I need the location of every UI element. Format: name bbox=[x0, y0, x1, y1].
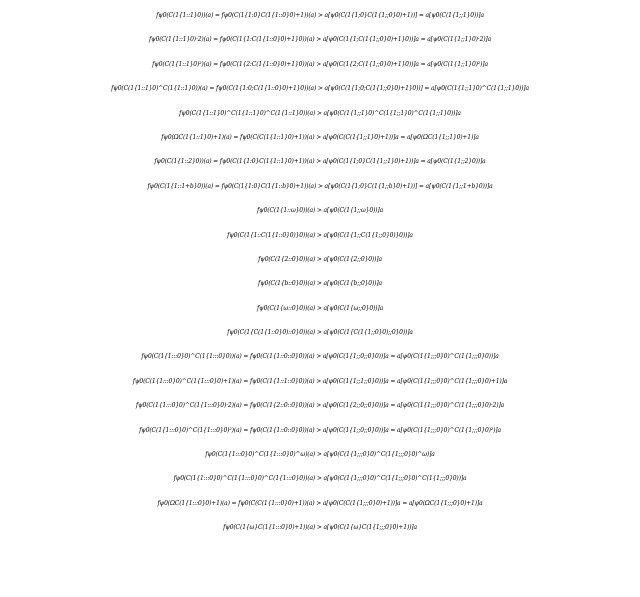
equation-line: fψ0(ΩC(1{1::1}0)+1)(a) = fψ0(C(C(1{1::1}0)+1))(a) > a[ψ0(C(C(1{1;;1}0)+1))]a = a[ψ0(ΩC(1{1;;1}0)+1)]a bbox=[161, 133, 479, 141]
equation-line: fψ0(C(1{b::0}0))(a) > a[ψ0(C(1{b;;0}0))]a bbox=[258, 280, 382, 288]
equation-line: fψ0(C(1{ω}C(1{1:::0}0)+1))(a) > a[ψ0(C(1{ω}C(1{1;;;0}0)+1))]a bbox=[223, 524, 417, 532]
equation-line: fψ0(C(1{1:::0}0)^C(1{1:::0}0)·2)(a) = fψ0(C(1{2::0::0}0))(a) > a[ψ0(C(1{2;;0;;0}0))]a = a[ψ0(C(1{1;;;0}0)^C(1{1;;;0}0)·2)]a bbox=[135, 402, 505, 410]
equation-line: fψ0(C(1{1::1}0))(a) = fψ0(C(1{1:0}C(1{1::0}0)+1))(a) > a[ψ0(C(1{1;0}C(1{1;;0}0)+1))] = a[ψ0(C(1{1;;1}0))]a bbox=[156, 12, 484, 19]
equation-line: fψ0(C(1{1::C(1{1::0}0)}0))(a) > a[ψ0(C(1{1;;C(1{1;;0}0)}0))]a bbox=[227, 231, 413, 239]
equation-line: fψ0(C(1{1:::0}0)^C(1{1:::0}0)^ω)(a) > a[ψ0(C(1{1;;;0}0)^C(1{1;;;0}0)^ω)]a bbox=[205, 451, 435, 459]
equation-line: fψ0(C(1{1:::0}0)^C(1{1:::0}0))(a) = fψ0(C(1{1::0::0}0))(a) > a[ψ0(C(1{1;;0;;0}0))]a = a[ψ0(C(1{1;;;0}0)^C(1{1;;;0}0))]a bbox=[141, 353, 499, 361]
equation-line: fψ0(C(1{ω::0}0))(a) > a[ψ0(C(1{ω;;0}0))]a bbox=[256, 304, 383, 312]
equation-line: fψ0(C(1{1::ω}0))(a) > a[ψ0(C(1{1;;ω}0))]a bbox=[256, 207, 383, 215]
equation-line: fψ0(C(1{1::1}0)·2)(a) = fψ0(C(1{1:C(1{1::0}0)+1}0))(a) > a[ψ0(C(1{1;C(1{1;;0}0)+1}0))]a = a[ψ0(C(1{1;;1}0)·2)]a bbox=[148, 36, 492, 44]
equation-line: fψ0(C(1{1:::0}0)^C(1{1:::0}0)+1)(a) = fψ0(C(1{1::1::0}0))(a) > a[ψ0(C(1{1;;1;;0}0))]a = a[ψ0(C(1{1;;;0}0)^C(1{1;;;0}0)+1)]a bbox=[132, 377, 508, 385]
equation-line: fψ0(ΩC(1{1:::0}0)+1)(a) = fψ0(C(C(1{1:::0}0)+1))(a) > a[ψ0(C(C(1{1;;;0}0)+1))]a = a[ψ0(ΩC(1{1;;;0}0)+1)]a bbox=[157, 499, 483, 507]
equation-line: fψ0(C(1{1::1+b}0))(a) = fψ0(C(1{1:0}C(1{1::b}0)+1))(a) > a[ψ0(C(1{1;0}C(1{1;;b}0)+1))] = a[ψ0(C(1{1;;1+b}0))]a bbox=[147, 182, 493, 190]
equation-line: fψ0(C(1{1::1}0)^C(1{1::1}0))(a) = fψ0(C(1{1:0;C(1{1::0}0)+1}0))(a) > a[ψ0(C(1{1;0;C(1{1;;0}0)+1}0))] = a[ψ0(C(1{1;;1}0)^C(1{1;;1}0))]a bbox=[111, 85, 529, 93]
equation-line: fψ0(C(1{1::1}0)^C(1{1::1}0)^C(1{1::1}0))(a) > a[ψ0(C(1{1;;1}0)^C(1{1;;1}0)^C(1{1;;1}0))]a bbox=[179, 109, 461, 117]
equation-line: fψ0(C(1{1:::0}0)^C(1{1:::0}0)^C(1{1:::0}0))(a) > a[ψ0(C(1{1;;;0}0)^C(1{1;;;0}0)^C(1{1;;;0}0))]a bbox=[173, 475, 467, 483]
equation-line: fψ0(C(1{1:::0}0)^C(1{1:::0}0)²)(a) = fψ0(C(1{1::0::0}0))(a) > a[ψ0(C(1{1;;0;;0}0))]a = a[ψ0(C(1{1;;;0}0)^C(1{1;;;0}0)²)]a bbox=[139, 426, 501, 434]
equation-line: fψ0(C(1{1::1}0)²)(a) = fψ0(C(1{2:C(1{1::0}0)+1}0))(a) > a[ψ0(C(1{2;C(1{1;;0}0)+1}0))]a = a[ψ0(C(1{1;;1}0)²)]a bbox=[152, 60, 488, 68]
equation-line: fψ0(C(1{1::2}0))(a) = fψ0(C(1{1:0}C(1{1::1}0)+1))(a) > a[ψ0(C(1{1;0}C(1{1;;1}0)+1))]a = a[ψ0(C(1{1;;2}0))]a bbox=[154, 158, 486, 166]
equation-line: fψ0(C(1{2::0}0))(a) > a[ψ0(C(1{2;;0}0))]a bbox=[258, 255, 382, 263]
equation-line: fψ0(C(1{C(1{1::0}0)::0}0))(a) > a[ψ0(C(1{C(1{1;;0}0);;0}0))]a bbox=[227, 329, 413, 337]
equation-list bbox=[0, 4, 640, 541]
